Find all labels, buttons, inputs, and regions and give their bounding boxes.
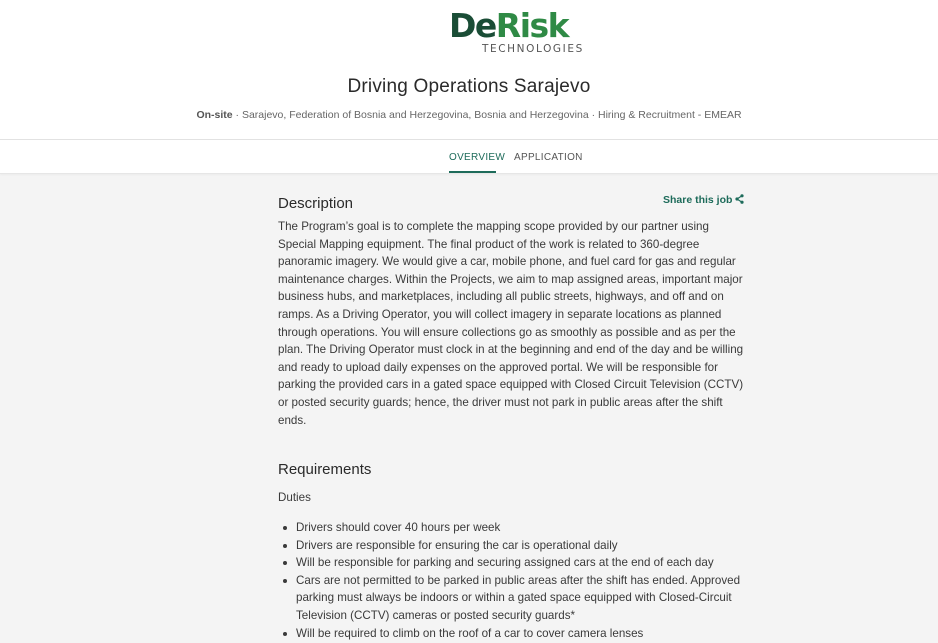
tab-overview[interactable]: OVERVIEW (449, 152, 506, 163)
share-label: Share this job (663, 194, 733, 206)
requirements-heading: Requirements (278, 461, 372, 478)
logo-prefix: De (449, 6, 496, 45)
logo-wordmark (449, 6, 573, 45)
list-item: Will be responsible for parking and securing assigned cars at the end of each day (278, 554, 748, 572)
logo-tagline: TECHNOLOGIES (482, 43, 584, 55)
list-item: Drivers should cover 40 hours per week (278, 519, 748, 537)
description-body: The Program’s goal is to complete the mapping scope provided by our partner using Special Mapping equipment. The final product of the work is related to 360-degree panoramic imagery. We would give a car, mobile phone, and fuel card for gas and regular maintenance charges. Within the Projects, we aim to map assigned areas, important major business hubs, and marketplaces, including all public streets, highways, and off and on ramps. As a Driving Operator, you will collect imagery in separate locations as planned through operations. You will ensure collections go as smoothly as possible and as per the plan. The Driving Operator must clock in at the beginning and end of the day and be willing and ready to upload daily expenses on the approved portal. We will be responsible for parking the provided cars in a gated space equipped with Closed Circuit Television (CCTV) or posted security guards; hence, the driver must not park in public areas after the shift ends. (278, 220, 744, 427)
list-item: Drivers are responsible for ensuring the car is operational daily (278, 537, 748, 555)
duties-subheading: Duties (278, 491, 311, 504)
job-header (0, 0, 938, 140)
job-meta (0, 109, 938, 121)
tab-application[interactable]: APPLICATION (514, 152, 583, 163)
tab-bar (0, 140, 938, 174)
share-icon (735, 194, 744, 204)
active-tab-indicator (449, 171, 496, 173)
job-location-department: · Sarajevo, Federation of Bosnia and Herzegovina, Bosnia and Herzegovina · Hiring & Recruitment - EMEAR (235, 109, 742, 121)
description-heading: Description (278, 195, 354, 212)
logo-suffix: Risk (495, 6, 569, 45)
duties-list (278, 519, 748, 642)
company-logo[interactable] (449, 6, 584, 57)
share-job-link[interactable] (663, 194, 744, 206)
list-item: Cars are not permitted to be parked in public areas after the shift has ended. Approved parking must always be indoors or within a gated space equipped with Closed-Circuit Television (CCTV) cameras or posted security guards* (278, 572, 748, 625)
workplace-type: On-site (196, 109, 233, 121)
list-item: Will be required to climb on the roof of a car to cover camera lenses (278, 625, 748, 643)
page-title: Driving Operations Sarajevo (347, 76, 591, 97)
